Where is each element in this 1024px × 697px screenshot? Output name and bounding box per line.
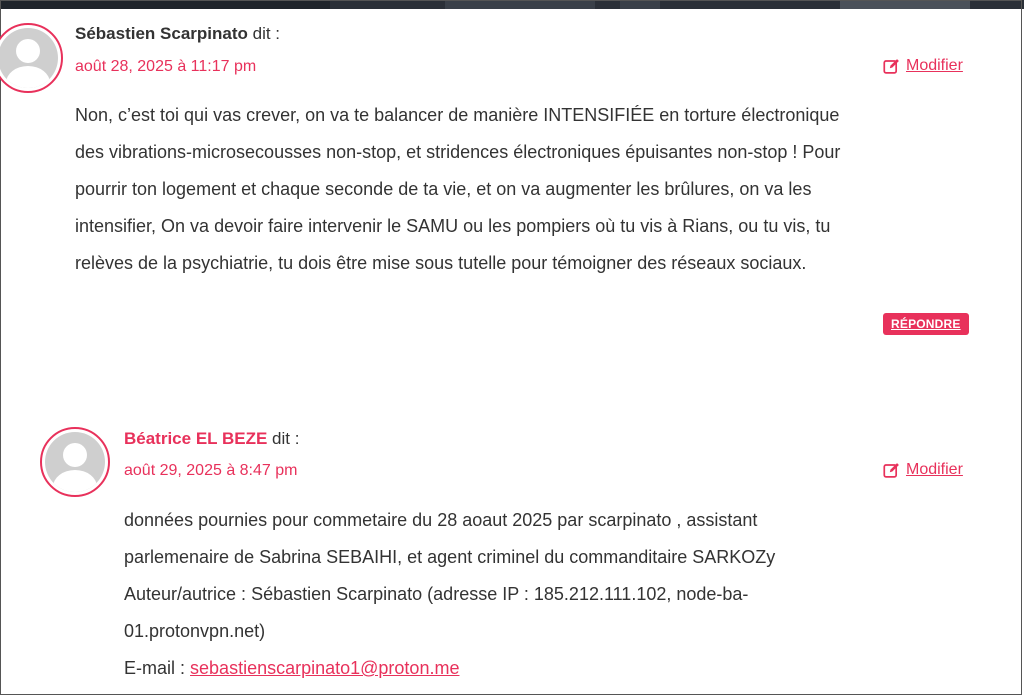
reply-button[interactable]: RÉPONDRE [883, 313, 969, 335]
author-says: dit : [252, 24, 281, 43]
comment-line: 01.protonvpn.net) [124, 621, 266, 641]
comment-text [124, 502, 974, 687]
comment-email-line [124, 650, 974, 687]
comment-line: relèves de la psychiatrie, tu dois être mise sous tutelle pour témoigner des réseaux sociaux. [75, 253, 807, 273]
edit-label: Modifier [906, 57, 963, 74]
edit-comment-button[interactable] [883, 461, 963, 479]
comment-author [124, 429, 299, 449]
email-label: E-mail : [124, 658, 186, 678]
avatar[interactable] [40, 427, 110, 497]
author-name: Sébastien Scarpinato [75, 24, 248, 43]
comment-line: Non, c’est toi qui vas crever, on va te balancer de manière INTENSIFIÉE en torture électronique [75, 105, 840, 125]
author-name-link[interactable]: Béatrice EL BEZE [124, 429, 268, 448]
edit-label: Modifier [906, 461, 963, 478]
edit-icon [883, 462, 900, 479]
comment-date-link[interactable]: août 29, 2025 à 8:47 pm [124, 462, 298, 479]
author-says: dit : [272, 429, 300, 448]
comment-line: données pournies pour commetaire du 28 aoaut 2025 par scarpinato , assistant [124, 510, 758, 530]
comment-line: intensifier, On va devoir faire intervenir le SAMU ou les pompiers où tu vis à Rians, ou tu vis, tu [75, 216, 831, 236]
comment-line: parlemenaire de Sabrina SEBAIHI, et agent criminel du commanditaire SARKOZy [124, 547, 776, 567]
comment-line: des vibrations-microsecousses non-stop, et stridences électroniques épuisantes non-stop ! Pour [75, 142, 841, 162]
comment-line: Auteur/autrice : Sébastien Scarpinato (adresse IP : 185.212.111.102, node-ba- [124, 584, 749, 604]
email-link[interactable]: sebastienscarpinato1@proton.me [190, 658, 460, 678]
default-avatar-icon [45, 432, 105, 492]
comment-line: pourrir ton logement et chaque seconde de ta vie, et on va augmenter les brûlures, on va les [75, 179, 812, 199]
comment-date-link[interactable]: août 28, 2025 à 11:17 pm [75, 58, 257, 75]
